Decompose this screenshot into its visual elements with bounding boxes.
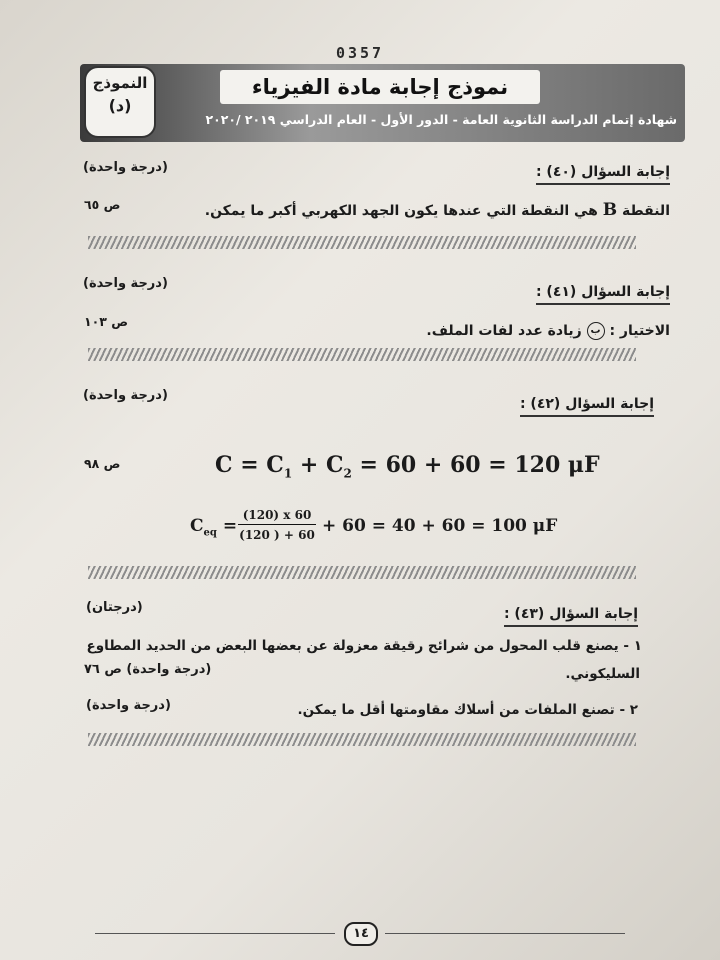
q43-item1-line2: السليكوني. — [565, 666, 640, 682]
model-letter: (د) — [108, 96, 132, 115]
model-badge — [84, 66, 156, 138]
q40-answer — [205, 200, 670, 220]
header-subtitle: شهادة إتمام الدراسة الثانوية العامة - الدور الأول - العام الدراسي ٢٠١٩ /٢٠٢٠ — [205, 112, 677, 127]
section-divider — [88, 236, 636, 249]
q41-answer — [426, 322, 670, 340]
q40-answer-pre: النقطة — [622, 203, 670, 219]
q41-grade: (درجة واحدة) — [83, 276, 168, 291]
q43-grade: (درجتان) — [86, 600, 143, 615]
footer-line-left — [95, 933, 335, 934]
section-divider — [88, 733, 636, 746]
q42-title: إجابة السؤال (٤٢) : — [520, 396, 654, 417]
q41-choice-circle-icon: ب — [587, 322, 605, 340]
q41-choice-label: الاختيار : — [609, 323, 670, 339]
header — [80, 64, 685, 142]
equation-series-capacitance — [215, 452, 600, 480]
model-label: النموذج — [92, 74, 148, 92]
eq2-denominator: (120 ) + 60 — [239, 528, 315, 542]
eq1-equals: = — [240, 452, 259, 478]
eq1-c: C — [215, 452, 233, 478]
eq2-rest: + 60 = 40 + 60 = 100 μF — [322, 516, 558, 536]
eq2-lhs — [190, 516, 237, 538]
eq2-c: C — [190, 516, 204, 536]
eq1-c2-sub: 2 — [343, 466, 352, 481]
q40-page-ref: ص ٦٥ — [84, 197, 121, 212]
q40-title: إجابة السؤال (٤٠) : — [536, 164, 670, 185]
q43-item2-grade: (درجة واحدة) — [86, 698, 171, 713]
q43-item1-line1: ١ - يصنع قلب المحول من شرائح رقيقة معزولة عن بعضها البعض من الحديد المطاوع — [86, 638, 642, 654]
eq2-equals: = — [222, 516, 238, 536]
eq1-c1: C — [266, 452, 284, 478]
eq1-c1-sub: 1 — [283, 466, 293, 481]
q41-page-ref: ص ١٠٣ — [84, 314, 129, 329]
eq1-plus: + — [299, 452, 319, 478]
q43-item1-grade: (درجة واحدة) ص ٧٦ — [84, 662, 212, 677]
q43-title: إجابة السؤال (٤٣) : — [504, 606, 638, 627]
q40-answer-letter: B — [602, 200, 618, 220]
q41-title: إجابة السؤال (٤١) : — [536, 284, 670, 305]
q43-item2: ٢ - تصنع الملفات من أسلاك مقاومتها أقل ما يمكن. — [297, 702, 638, 718]
page-number: ١٤ — [344, 922, 378, 946]
section-divider — [88, 348, 636, 361]
section-divider — [88, 566, 636, 579]
document-code: 0357 — [335, 44, 385, 62]
q41-answer-text: زيادة عدد لفات الملف. — [426, 323, 582, 339]
eq2-fraction — [238, 508, 316, 542]
eq2-numerator: (120) x 60 — [238, 508, 316, 525]
footer-line-right — [385, 933, 625, 934]
q42-grade: (درجة واحدة) — [83, 388, 168, 403]
eq2-c-sub: eq — [203, 527, 217, 539]
eq1-c2: C — [325, 452, 344, 478]
eq1-rest: = 60 + 60 = 120 μF — [359, 452, 600, 478]
header-title: نموذج إجابة مادة الفيزياء — [220, 70, 540, 104]
q40-answer-post: هي النقطة التي عندها يكون الجهد الكهربي أكبر ما يمكن. — [204, 203, 598, 219]
q42-page-ref: ص ٩٨ — [84, 456, 121, 471]
q40-grade: (درجة واحدة) — [83, 160, 168, 175]
